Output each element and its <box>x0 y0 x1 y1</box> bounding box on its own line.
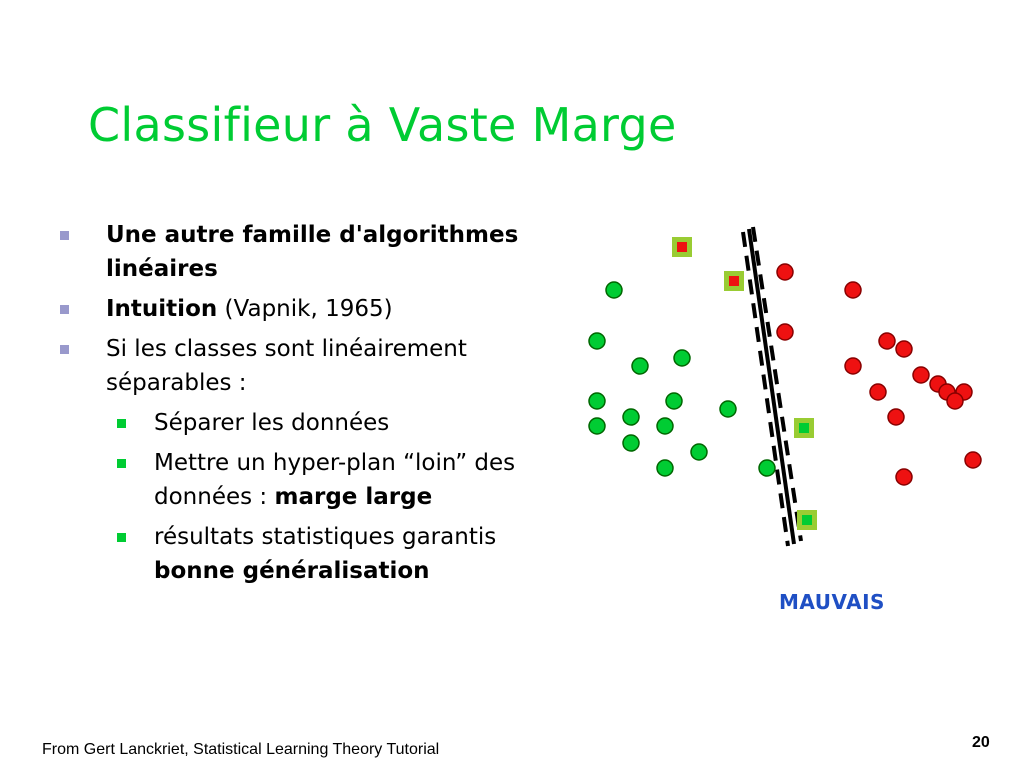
subbullet-2-bold-text: marge large <box>274 484 433 510</box>
slide-title: Classifieur à Vaste Marge <box>88 98 677 152</box>
page-number: 20 <box>972 734 990 751</box>
red-support-vector <box>672 237 692 257</box>
bullet-1 <box>60 218 580 286</box>
subbullet-marker <box>117 459 126 468</box>
green-support-vector <box>794 418 814 438</box>
red-points <box>777 264 981 485</box>
red-point <box>879 333 895 349</box>
green-point <box>589 333 605 349</box>
green-point <box>657 460 673 476</box>
subbullet-3-bold-text: bonne généralisation <box>154 558 430 584</box>
bullet-list <box>60 218 580 594</box>
bullet-2 <box>60 292 580 326</box>
bullet-2-text: (Vapnik, 1965) <box>217 296 393 322</box>
green-point <box>623 435 639 451</box>
red-point <box>845 282 861 298</box>
green-point <box>606 282 622 298</box>
subbullet-3 <box>60 520 580 588</box>
subbullet-1-text: Séparer les données <box>154 410 390 436</box>
red-point <box>896 341 912 357</box>
bullet-1-text: Une autre famille d'algorithmes linéaires <box>106 222 519 282</box>
green-point <box>666 393 682 409</box>
subbullet-marker <box>117 533 126 542</box>
green-point <box>759 460 775 476</box>
red-point <box>947 393 963 409</box>
bullet-2-bold-text: Intuition <box>106 296 218 322</box>
red-point <box>845 358 861 374</box>
red-point <box>913 367 929 383</box>
support-vectors <box>672 237 817 530</box>
bullet-3 <box>60 332 580 400</box>
red-support-vector <box>724 271 744 291</box>
red-point <box>777 264 793 280</box>
margin-diagram <box>560 215 1000 555</box>
red-point <box>777 324 793 340</box>
subbullet-2 <box>60 446 580 514</box>
green-point <box>589 393 605 409</box>
red-point <box>896 469 912 485</box>
red-point <box>888 409 904 425</box>
bullet-marker <box>60 305 69 314</box>
bullet-3-text: Si les classes sont linéairement séparables : <box>106 336 467 396</box>
green-point <box>632 358 648 374</box>
subbullet-1 <box>60 406 580 440</box>
subbullet-2-text: Mettre un hyper-plan “loin” des données : <box>154 450 516 510</box>
subbullet-3-text: résultats statistiques garantis <box>154 524 497 550</box>
green-point <box>623 409 639 425</box>
green-points <box>589 282 775 476</box>
green-point <box>674 350 690 366</box>
subbullet-marker <box>117 419 126 428</box>
footer-citation: From Gert Lanckriet, Statistical Learning Theory Tutorial <box>42 741 440 758</box>
bullet-marker <box>60 345 69 354</box>
diagram-label: MAUVAIS <box>779 590 885 614</box>
green-point <box>657 418 673 434</box>
green-point <box>720 401 736 417</box>
green-point <box>589 418 605 434</box>
red-point <box>965 452 981 468</box>
green-point <box>691 444 707 460</box>
green-support-vector <box>797 510 817 530</box>
bullet-marker <box>60 231 69 240</box>
red-point <box>870 384 886 400</box>
